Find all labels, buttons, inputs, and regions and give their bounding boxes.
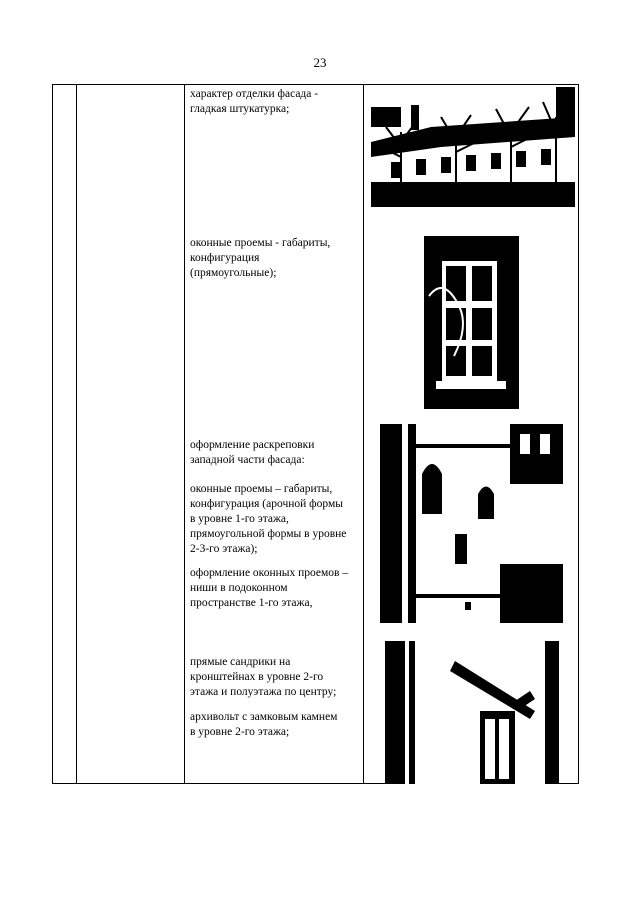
row-1-description: характер отделки фасада - гладкая штукатурка; bbox=[190, 88, 319, 115]
row-2-description: оконные проемы - габариты, конфигурация (прямоугольные); bbox=[190, 237, 331, 279]
row-4-description-2: архивольт с замковым камнем в уровне 2-го этажа; bbox=[190, 711, 338, 738]
page-number: 23 bbox=[313, 55, 327, 70]
row-3-description-1: оформление раскреповки западной части фасада: bbox=[190, 439, 315, 466]
row-4-description-1: прямые сандрики на кронштейнах в уровне 2-го этажа и полуэтажа по центру; bbox=[190, 656, 337, 698]
rectangular-window-photo bbox=[424, 236, 519, 409]
row-3-description-3: оформление оконных проемов – ниши в подоконном пространстве 1-го этажа, bbox=[190, 567, 349, 609]
row-3-description-2: оконные проемы – габариты, конфигурация (арочной формы в уровне 1-го этажа, прямоугольной формы в уровне 2-3-го этажа); bbox=[190, 483, 347, 555]
facade-projection-photo bbox=[380, 424, 563, 623]
window-sandrik-photo bbox=[385, 641, 559, 784]
table bbox=[52, 84, 579, 784]
column-divider bbox=[76, 85, 77, 783]
facade-with-trees-photo bbox=[371, 87, 575, 207]
column-divider bbox=[184, 85, 185, 783]
column-divider bbox=[363, 85, 364, 783]
